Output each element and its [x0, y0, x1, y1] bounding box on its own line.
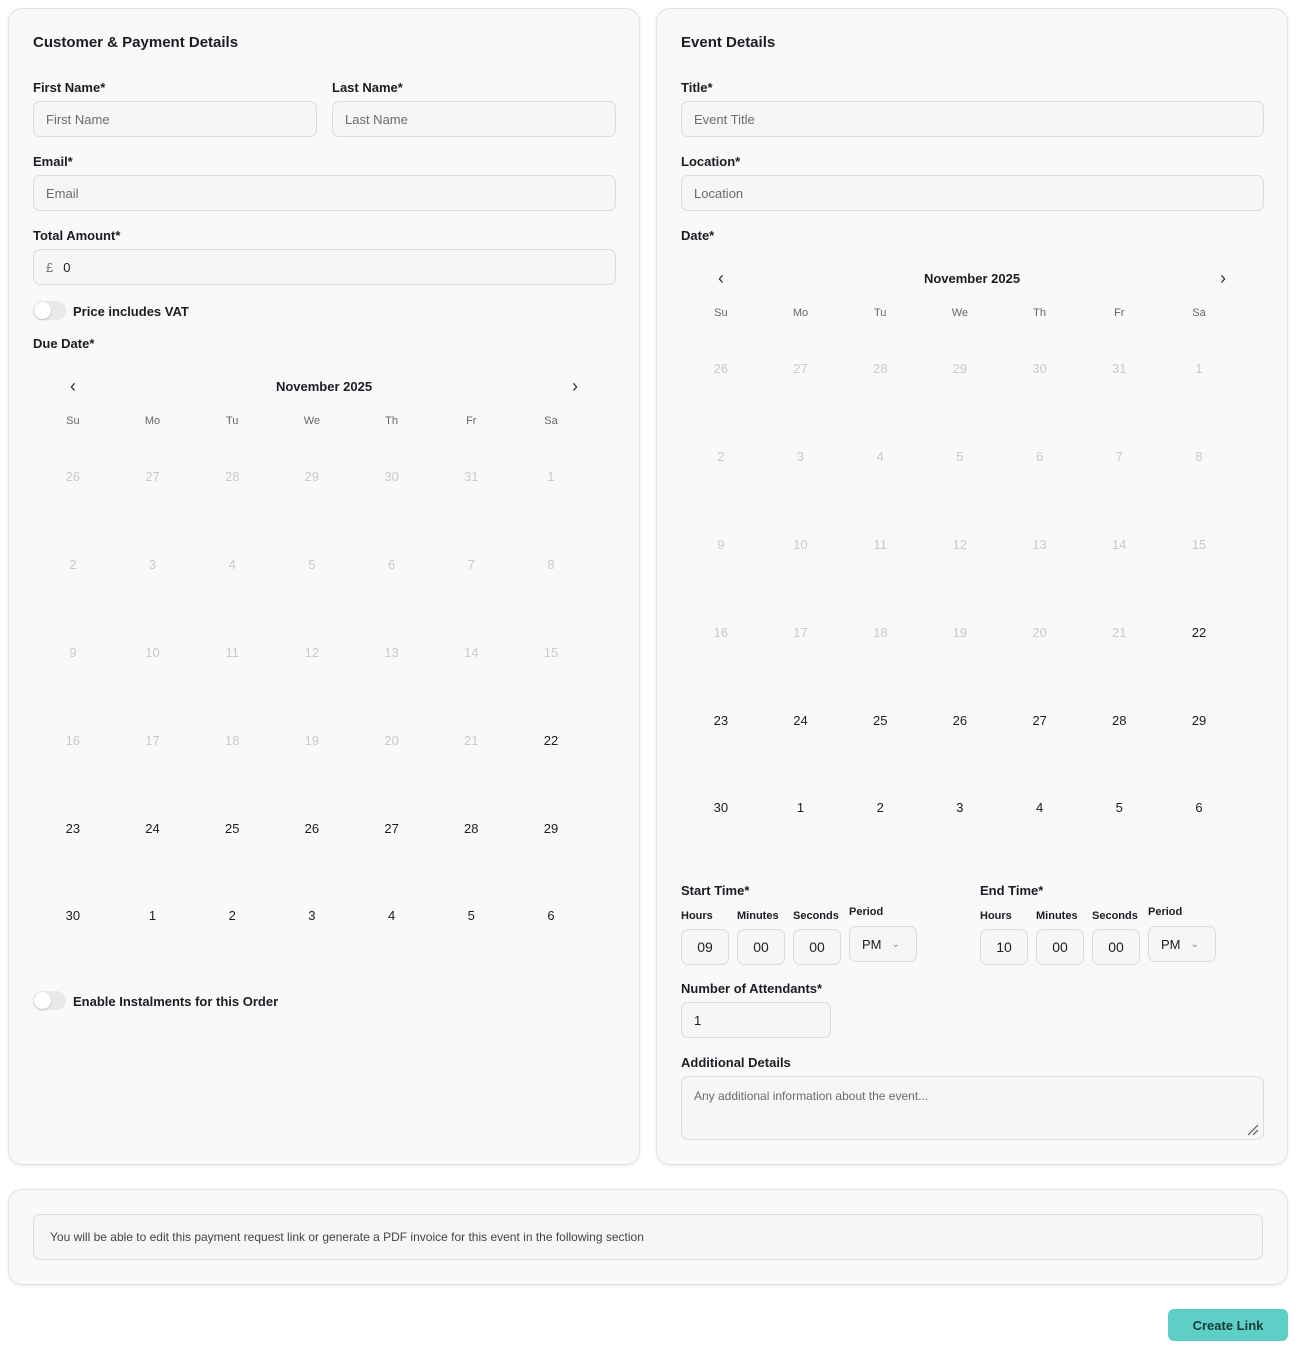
calendar-day: 8 — [1195, 449, 1203, 465]
calendar-day: 17 — [793, 624, 808, 640]
calendar-day[interactable]: 4 — [1035, 800, 1044, 816]
email-label: Email* — [33, 154, 73, 169]
calendar-day: 31 — [1112, 361, 1127, 377]
event-title-label: Title* — [681, 80, 713, 95]
calendar-day: 28 — [224, 469, 240, 485]
calendar-day[interactable]: 3 — [956, 800, 964, 816]
calendar-day: 3 — [796, 449, 805, 465]
calendar-day: 1 — [1195, 361, 1203, 377]
calendar-week-row — [681, 676, 1239, 764]
total-amount-label: Total Amount* — [33, 228, 121, 243]
calendar-day: 13 — [1032, 536, 1047, 552]
calendar-day: 20 — [1032, 624, 1047, 640]
weekday-label: Fr — [466, 415, 477, 427]
start-minutes-label: Minutes — [737, 910, 779, 922]
calendar-day: 6 — [387, 557, 396, 573]
calendar-day: 29 — [304, 469, 320, 485]
calendar-day[interactable]: 23 — [713, 712, 729, 728]
calendar-day: 16 — [65, 732, 81, 748]
calendar-day[interactable]: 22 — [543, 732, 559, 748]
info-note: You will be able to edit this payment request link or generate a PDF invoice for this event in the following section — [33, 1214, 1263, 1260]
calendar-day[interactable]: 2 — [228, 908, 236, 924]
calendar-week-row — [33, 609, 591, 697]
calendar-day: 27 — [145, 469, 160, 485]
location-input[interactable]: Location — [681, 175, 1264, 211]
start-seconds-label: Seconds — [793, 910, 839, 922]
chevron-down-icon: ⌄ — [891, 938, 900, 950]
weekday-label: Su — [714, 307, 728, 319]
calendar-day[interactable]: 28 — [464, 820, 479, 836]
end-period-select[interactable] — [1148, 926, 1216, 962]
event-title-input[interactable]: Event Title — [681, 101, 1264, 137]
calendar-day[interactable]: 5 — [467, 908, 475, 924]
calendar-week-row — [681, 413, 1239, 501]
calendar-day: 14 — [1112, 536, 1127, 552]
weekday-label: Th — [385, 415, 399, 427]
calendar-week-row — [33, 696, 591, 784]
calendar-prev-icon[interactable]: ‹ — [718, 268, 724, 288]
calendar-day: 18 — [224, 732, 240, 748]
toggle-knob — [34, 992, 51, 1009]
calendar-day[interactable]: 27 — [384, 820, 399, 836]
customer-payment-card — [8, 8, 640, 1165]
calendar-day[interactable]: 28 — [1112, 712, 1127, 728]
calendar-day: 4 — [876, 449, 884, 465]
calendar-header — [45, 375, 603, 399]
calendar-day: 14 — [464, 644, 479, 660]
calendar-day: 11 — [225, 644, 239, 660]
calendar-day: 2 — [717, 449, 725, 465]
calendar-day: 26 — [713, 361, 729, 377]
instalments-toggle[interactable] — [33, 991, 66, 1010]
calendar-day: 28 — [872, 361, 888, 377]
start-time-label: Start Time* — [681, 883, 750, 898]
calendar-week-row — [33, 521, 591, 609]
first-name-input[interactable]: First Name — [33, 101, 317, 137]
calendar-day: 15 — [543, 644, 559, 660]
event-card-title: Event Details — [681, 34, 776, 51]
calendar-prev-icon[interactable]: ‹ — [70, 376, 76, 396]
calendar-day: 29 — [952, 361, 968, 377]
calendar-day: 7 — [1115, 449, 1123, 465]
weekday-header-row — [33, 409, 591, 433]
calendar-day: 12 — [952, 536, 968, 552]
calendar-day[interactable]: 27 — [1032, 712, 1047, 728]
calendar-day[interactable]: 2 — [876, 800, 884, 816]
customer-card-title: Customer & Payment Details — [33, 34, 239, 51]
chevron-down-icon: ⌄ — [1190, 938, 1199, 950]
start-seconds-input[interactable]: 00 — [793, 929, 841, 965]
calendar-day: 9 — [69, 644, 77, 660]
calendar-day[interactable]: 24 — [793, 712, 808, 728]
calendar-day: 6 — [1035, 449, 1044, 465]
calendar-day: 1 — [547, 469, 555, 485]
end-minutes-label: Minutes — [1036, 910, 1078, 922]
calendar-week-row — [33, 872, 591, 960]
event-date-label: Date* — [681, 228, 715, 243]
calendar-grid — [33, 409, 591, 960]
calendar-day[interactable]: 26 — [304, 820, 320, 836]
calendar-day[interactable]: 26 — [952, 712, 968, 728]
weekday-label: We — [303, 415, 321, 427]
start-period-value: PM — [862, 936, 882, 952]
resize-handle-icon[interactable] — [1247, 1124, 1259, 1136]
weekday-header-row — [681, 301, 1239, 325]
calendar-day: 10 — [145, 644, 160, 660]
calendar-day: 20 — [384, 732, 399, 748]
calendar-day: 3 — [148, 557, 157, 573]
calendar-day: 27 — [793, 361, 808, 377]
calendar-day[interactable]: 30 — [713, 800, 729, 816]
calendar-day[interactable]: 23 — [65, 820, 81, 836]
end-time-label: End Time* — [980, 883, 1044, 898]
calendar-header — [693, 267, 1251, 291]
event-details-card — [656, 8, 1288, 1165]
calendar-next-icon[interactable]: › — [572, 376, 578, 396]
calendar-month-title: November 2025 — [275, 379, 373, 394]
additional-details-placeholder: Any additional information about the event... — [694, 1089, 929, 1103]
calendar-day: 31 — [464, 469, 479, 485]
weekday-label: Th — [1033, 307, 1047, 319]
calendar-day: 7 — [467, 557, 475, 573]
additional-details-textarea[interactable] — [681, 1076, 1264, 1140]
attendants-label: Number of Attendants* — [681, 981, 823, 996]
calendar-day[interactable]: 1 — [148, 908, 157, 924]
calendar-day: 21 — [1112, 624, 1127, 640]
end-hours-input[interactable]: 10 — [980, 929, 1028, 965]
toggle-knob — [34, 302, 51, 319]
additional-details-label: Additional Details — [681, 1055, 791, 1070]
calendar-day: 10 — [793, 536, 808, 552]
end-seconds-label: Seconds — [1092, 910, 1138, 922]
create-link-button[interactable]: Create Link — [1168, 1309, 1288, 1341]
start-period-select[interactable] — [849, 926, 917, 962]
total-amount-input[interactable] — [33, 249, 616, 285]
start-minutes-input[interactable]: 00 — [737, 929, 785, 965]
calendar-day[interactable]: 25 — [872, 712, 888, 728]
due-date-label: Due Date* — [33, 336, 95, 351]
calendar-day: 30 — [1032, 361, 1047, 377]
end-period-label: Period — [1148, 906, 1183, 918]
calendar-week-row — [681, 764, 1239, 852]
weekday-label: We — [951, 307, 969, 319]
calendar-day: 19 — [952, 624, 968, 640]
calendar-next-icon[interactable]: › — [1220, 268, 1226, 288]
weekday-label: Tu — [874, 307, 887, 319]
calendar-day: 19 — [304, 732, 320, 748]
end-hours-label: Hours — [980, 910, 1012, 922]
calendar-day[interactable]: 6 — [1195, 800, 1203, 816]
calendar-week-row — [33, 433, 591, 521]
weekday-label: Mo — [144, 415, 161, 427]
calendar-day: 13 — [384, 644, 399, 660]
vat-toggle[interactable] — [33, 301, 66, 320]
calendar-day[interactable]: 5 — [1115, 800, 1123, 816]
calendar-day[interactable]: 29 — [1191, 712, 1207, 728]
email-input[interactable]: Email — [33, 175, 616, 211]
start-hours-label: Hours — [681, 910, 713, 922]
calendar-day: 17 — [145, 732, 160, 748]
calendar-day[interactable]: 30 — [65, 908, 81, 924]
calendar-day: 18 — [872, 624, 888, 640]
start-hours-input[interactable]: 09 — [681, 929, 729, 965]
calendar-day[interactable]: 3 — [308, 908, 316, 924]
info-note-card — [8, 1189, 1288, 1285]
weekday-label: Tu — [226, 415, 239, 427]
weekday-label: Sa — [544, 415, 558, 427]
calendar-day: 15 — [1191, 536, 1207, 552]
calendar-day[interactable]: 6 — [547, 908, 555, 924]
calendar-day: 26 — [65, 469, 81, 485]
weekday-label: Mo — [792, 307, 809, 319]
calendar-week-row — [33, 784, 591, 872]
calendar-day: 30 — [384, 469, 399, 485]
calendar-day: 16 — [713, 624, 729, 640]
calendar-day: 8 — [547, 557, 555, 573]
end-seconds-input[interactable]: 00 — [1092, 929, 1140, 965]
calendar-grid — [681, 301, 1239, 852]
end-minutes-input[interactable]: 00 — [1036, 929, 1084, 965]
calendar-day[interactable]: 29 — [543, 820, 559, 836]
first-name-label: First Name* — [33, 80, 106, 95]
calendar-day[interactable]: 4 — [387, 908, 396, 924]
calendar-day: 5 — [308, 557, 316, 573]
calendar-day[interactable]: 22 — [1191, 624, 1207, 640]
start-period-label: Period — [849, 906, 884, 918]
calendar-day: 2 — [69, 557, 77, 573]
calendar-week-row — [681, 325, 1239, 413]
calendar-day: 9 — [717, 536, 725, 552]
currency-symbol: £ — [46, 259, 54, 275]
last-name-label: Last Name* — [332, 80, 403, 95]
total-amount-value: 0 — [63, 259, 71, 275]
calendar-day: 21 — [464, 732, 479, 748]
calendar-month-title: November 2025 — [923, 271, 1021, 286]
last-name-input[interactable]: Last Name — [332, 101, 616, 137]
calendar-day[interactable]: 24 — [145, 820, 160, 836]
calendar-week-row — [681, 588, 1239, 676]
weekday-label: Sa — [1192, 307, 1206, 319]
weekday-label: Fr — [1114, 307, 1125, 319]
end-period-value: PM — [1161, 936, 1181, 952]
calendar-day: 4 — [228, 557, 236, 573]
location-label: Location* — [681, 154, 741, 169]
calendar-day: 12 — [304, 644, 320, 660]
vat-toggle-label: Price includes VAT — [73, 304, 189, 319]
attendants-input[interactable]: 1 — [681, 1002, 831, 1038]
calendar-day[interactable]: 1 — [796, 800, 805, 816]
calendar-day: 5 — [956, 449, 964, 465]
calendar-day: 11 — [873, 536, 887, 552]
weekday-label: Su — [66, 415, 80, 427]
instalments-toggle-label: Enable Instalments for this Order — [73, 994, 279, 1009]
calendar-week-row — [681, 501, 1239, 589]
calendar-day[interactable]: 25 — [224, 820, 240, 836]
